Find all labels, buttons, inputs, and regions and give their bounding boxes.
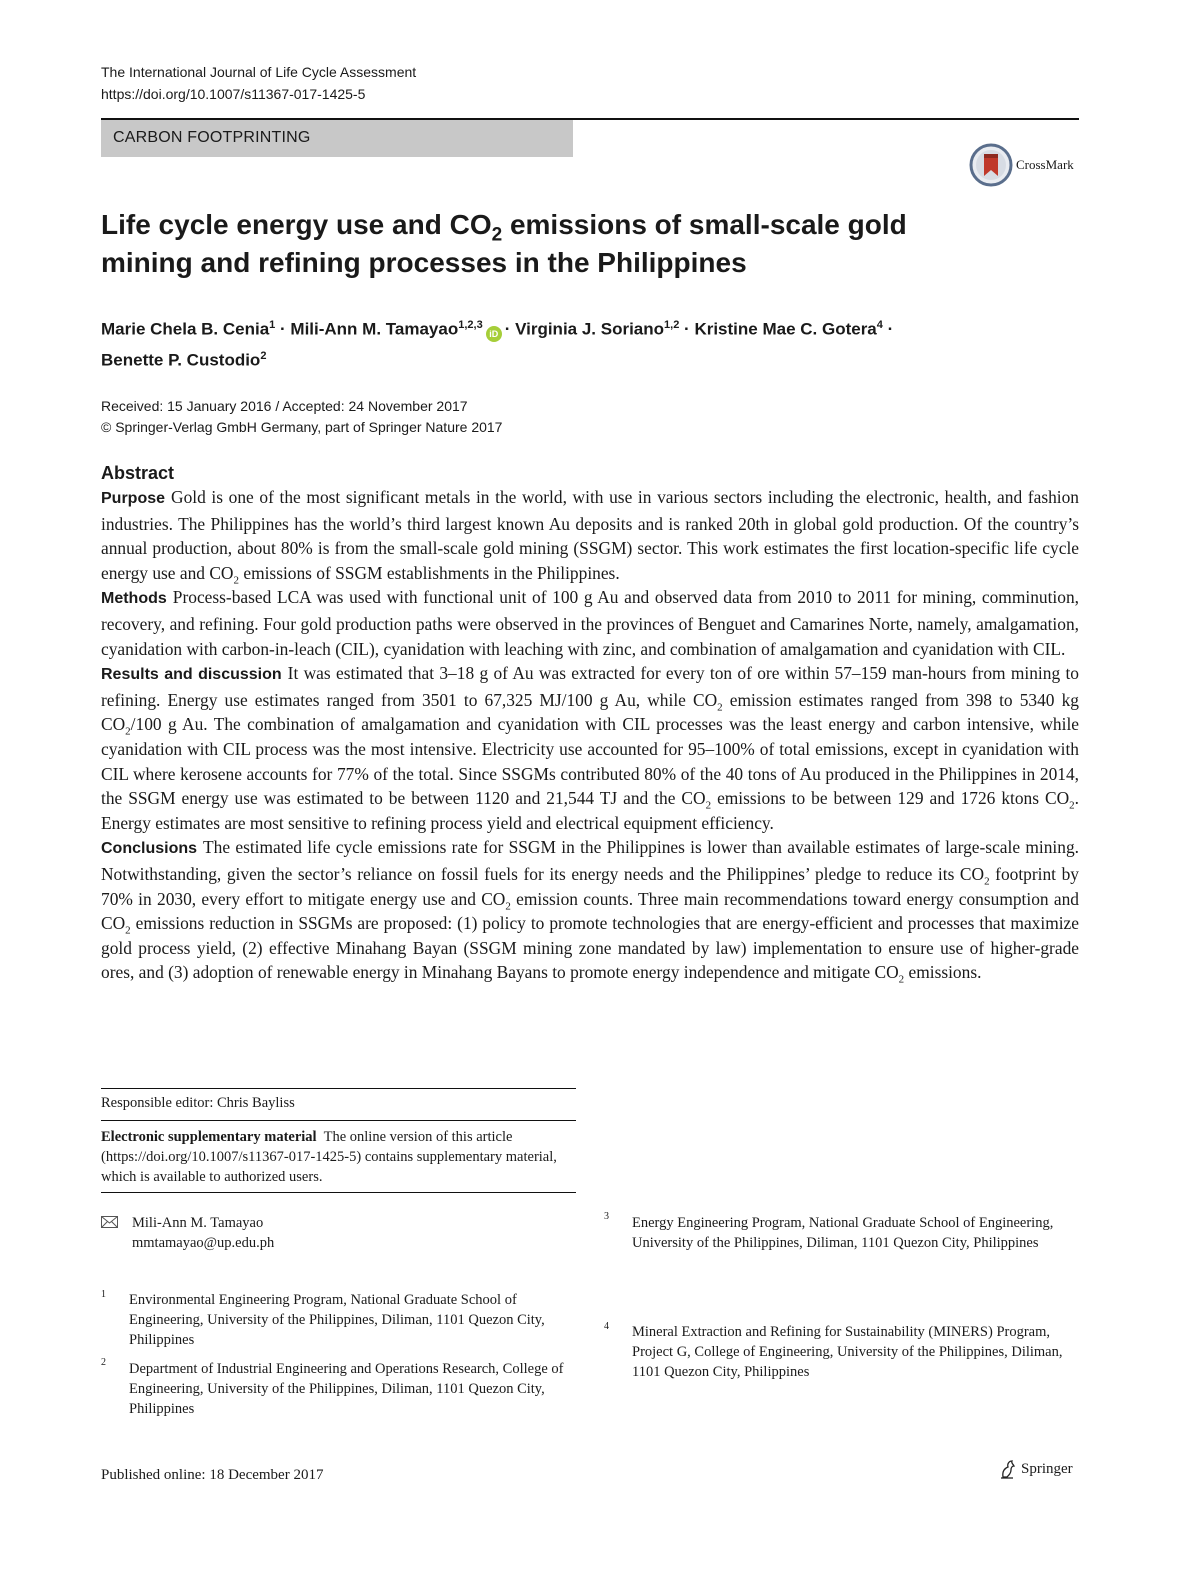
subscript: 2 xyxy=(125,725,131,738)
conclusions-text: emissions reduction in SSGMs are proposed: (1) policy to promote technologies that are energy-efficient and processes that maximize gold process yield, (2) effective Minahang Bayan (SSGM mining zone mandated by law) implementation to ensure use of higher-grade ores, and (3) adoption of renewable energy in Minahang Bayans to promote energy independence and mitigate CO xyxy=(101,913,1079,983)
title-text-2: emissions of small-scale gold mining and refining processes in the Philippines xyxy=(101,209,907,278)
affiliation-number: 4 xyxy=(604,1321,609,1332)
received-accepted-dates: Received: 15 January 2016 / Accepted: 24 November 2017 xyxy=(101,398,468,414)
footnote-rule xyxy=(101,1192,576,1193)
conclusions-label: Conclusions xyxy=(101,840,198,858)
copyright-line: © Springer-Verlag GmbH Germany, part of Springer Nature 2017 xyxy=(101,419,503,435)
author-affiliation: 1 xyxy=(269,319,276,331)
abstract-purpose xyxy=(101,485,1079,585)
conclusions-text: footprint by 70% in 2030, every effort to mitigate energy use and CO xyxy=(101,863,1079,909)
author-name[interactable]: Benette P. Custodio xyxy=(101,350,261,370)
title-text-1: Life cycle energy use and CO xyxy=(101,209,492,240)
journal-name: The International Journal of Life Cycle Assessment xyxy=(101,64,417,80)
contact-email[interactable]: mmtamayao@up.edu.ph xyxy=(132,1235,275,1251)
doi-link[interactable]: https://doi.org/10.1007/s11367-017-1425-5 xyxy=(101,86,366,102)
title-subscript: 2 xyxy=(491,224,503,246)
orcid-icon[interactable]: iD xyxy=(486,326,502,342)
abstract-heading: Abstract xyxy=(101,463,175,483)
author-affiliation: 1,2,3 xyxy=(458,319,483,331)
methods-label: Methods xyxy=(101,590,167,608)
article-title xyxy=(101,206,981,282)
author-affiliation: 2 xyxy=(260,349,267,362)
affiliation-4: Mineral Extraction and Refining for Sustainability (MINERS) Program, Project G, College of Engineering, University of the Philippines, Diliman, 1101 Quezon City, Philippines xyxy=(632,1324,1063,1380)
conclusions-text: emission counts. Three main recommendations toward energy consumption and CO xyxy=(101,888,1079,934)
affiliation-number: 1 xyxy=(101,1289,106,1300)
crossmark-badge[interactable] xyxy=(969,143,1081,185)
results-text: emissions to be between 129 and 1726 ktons CO xyxy=(711,788,1070,809)
author-name[interactable]: Mili-Ann M. Tamayao xyxy=(290,319,459,339)
affiliation-number: 2 xyxy=(101,1357,106,1368)
publisher-name: Springer xyxy=(1021,1461,1073,1477)
affiliation-2: Department of Industrial Engineering and Operations Research, College of Engineering, University of the Philippines, Diliman, 1101 Quezon City, Philippines xyxy=(129,1361,564,1417)
author-list: Marie Chela B. Cenia$^1$ · Mili-Ann M. Tamayao$^{1,2,3}$iD · Virginia J. Soriano$^{1,2}$ · Kristine Mae C. Gotera$^4$ · Benette P. Custodio$^2$ xyxy=(101,319,894,370)
results-label: Results and discussion xyxy=(101,666,282,684)
published-online: Published online: 18 December 2017 xyxy=(101,1467,324,1483)
author-affiliation: 1,2 xyxy=(664,319,680,331)
esm-text: ) contains supplementary material, which is available to authorized users. xyxy=(101,1149,557,1185)
crossmark-icon xyxy=(969,143,1013,187)
abstract-methods xyxy=(101,585,1079,661)
subscript: 2 xyxy=(233,574,239,587)
abstract-conclusions xyxy=(101,835,1079,985)
purpose-text: emissions of SSGM establishments in the Philippines. xyxy=(239,562,620,583)
affiliation-3: Energy Engineering Program, National Graduate School of Engineering, University of the Philippines, Diliman, 1101 Quezon City, Philippines xyxy=(632,1215,1054,1251)
abstract-results xyxy=(101,661,1079,835)
corresponding-author xyxy=(132,1213,274,1253)
conclusions-text: emissions. xyxy=(904,962,982,983)
topic-banner xyxy=(101,120,573,157)
esm-text: The online version of this article ( xyxy=(101,1129,513,1165)
author-name[interactable]: Kristine Mae C. Gotera xyxy=(694,319,877,339)
subscript: 2 xyxy=(898,973,905,986)
esm-link[interactable]: https://doi.org/10.1007/s11367-017-1425-5 xyxy=(105,1149,357,1165)
affiliation-number: 3 xyxy=(604,1211,609,1222)
results-text: emission estimates ranged from 398 to 5340 kg CO xyxy=(101,689,1079,735)
subscript: 2 xyxy=(984,875,990,888)
results-text: . Energy estimates are most sensitive to refining process yield and electrical equipment efficiency. xyxy=(101,788,1079,833)
author-name[interactable]: Virginia J. Soriano xyxy=(515,319,665,339)
subscript: 2 xyxy=(717,701,723,714)
supplementary-note xyxy=(101,1127,563,1187)
subscript: 2 xyxy=(505,899,511,912)
purpose-label: Purpose xyxy=(101,490,166,507)
conclusions-text: The estimated life cycle emissions rate for SSGM in the Philippines is lower than available estimates of large-scale mining. Notwithstanding, given the sector’s reliance on fossil fuels for its energy needs and the Philippines’ pledge to reduce its CO xyxy=(101,837,1079,884)
author-name[interactable]: Marie Chela B. Cenia xyxy=(101,319,270,339)
author-affiliation: 4 xyxy=(876,319,883,331)
subscript: 2 xyxy=(705,799,712,812)
affiliation-1: Environmental Engineering Program, National Graduate School of Engineering, University of the Philippines, Diliman, 1101 Quezon City, Philippines xyxy=(129,1292,545,1348)
responsible-editor: Responsible editor: Chris Bayliss xyxy=(101,1095,295,1111)
footnote-rule xyxy=(101,1120,576,1121)
esm-label: Electronic supplementary material xyxy=(101,1129,317,1145)
topic-label: CARBON FOOTPRINTING xyxy=(113,129,311,146)
results-text: /100 g Au. The combination of amalgamation and cyanidation with CIL processes was the least energy and carbon intensive, while cyanidation with CIL process was the most intensive. Electricity use accounted for 95–100% of total emissions, except in cyanidation with CIL where kerosene accounts for 77% of the total. Since SSGMs contributed 80% of the 40 tons of Au produced in the Philippines in 2014, the SSGM energy use was estimated to be between 1120 and 21,544 TJ and the CO xyxy=(101,714,1079,809)
envelope-icon xyxy=(101,1216,118,1228)
contact-name: Mili-Ann M. Tamayao xyxy=(132,1215,264,1231)
publisher-logo xyxy=(999,1459,1083,1481)
springer-horse-icon xyxy=(999,1459,1017,1479)
subscript: 2 xyxy=(1069,799,1075,812)
purpose-text: Gold is one of the most significant metals in the world, with use in various sectors including the electronic, health, and fashion industries. The Philippines has the world’s third largest known Au deposits and is ranked 20th in global gold production. Of the country’s annual production, about 80% is from the small-scale gold mining (SSGM) sector. This work estimates the first location-specific life cycle energy use and CO xyxy=(101,487,1079,583)
crossmark-label: CrossMark xyxy=(1016,157,1074,172)
subscript: 2 xyxy=(125,924,131,937)
results-text: It was estimated that 3–18 g of Au was extracted for every ton of ore within 57–159 man-hours from mining to refining. Energy use estimates ranged from 3501 to 67,325 MJ/100 g Au, while CO xyxy=(101,663,1079,710)
abstract-body xyxy=(101,485,1079,985)
footnote-rule xyxy=(101,1088,576,1089)
methods-text: Process-based LCA was used with functional unit of 100 g Au and observed data from 2010 to 2011 for mining, comminution, recovery, and refining. Four gold production paths were observed in the provinces of Benguet and Camarines Norte, namely, amalgamation, cyanidation with carbon-in-leach (CIL), cyanidation with leaching with zinc, and combination of amalgamation and cyanidation with CIL. xyxy=(101,587,1079,659)
